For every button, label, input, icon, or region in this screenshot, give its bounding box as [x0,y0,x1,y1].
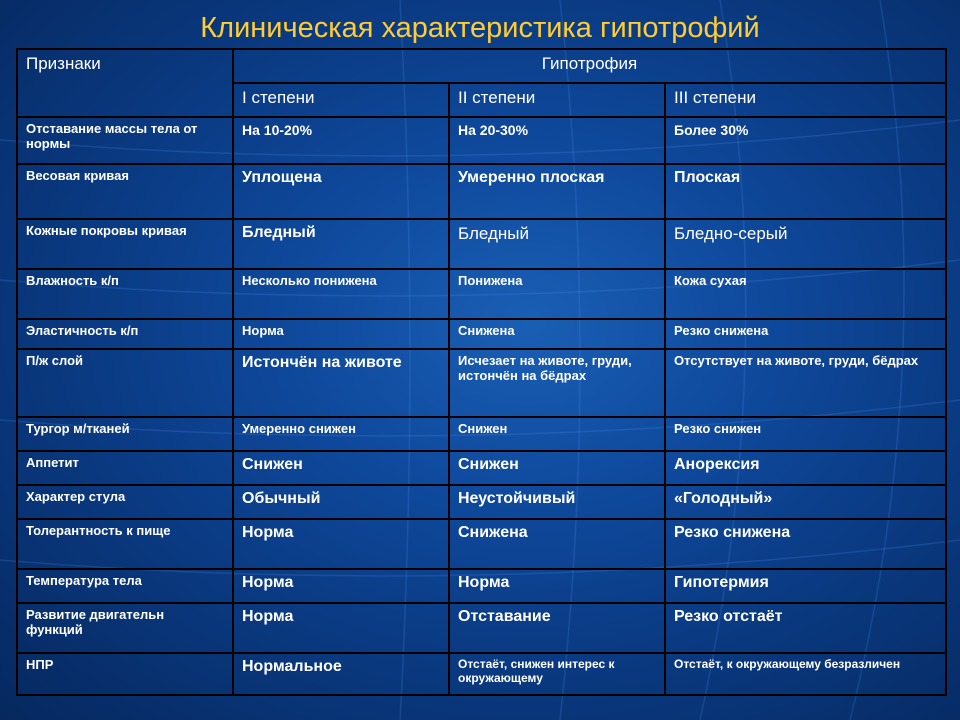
cell-degree-1: Бледный [233,219,449,269]
table-row [17,269,946,319]
row-label: П/ж слой [17,349,233,417]
row-label: Эластичность к/п [17,319,233,349]
row-label: Аппетит [17,451,233,485]
row-label: Развитие двигательн функций [17,603,233,653]
header-degree-2: II степени [449,83,665,117]
cell-degree-1: Норма [233,569,449,603]
cell-degree-1: Норма [233,319,449,349]
cell-degree-1: Снижен [233,451,449,485]
table-row [17,519,946,569]
table-row [17,164,946,219]
header-degree-1: I степени [233,83,449,117]
table-row [17,653,946,695]
header-row-group [17,49,946,83]
row-label: НПР [17,653,233,695]
cell-degree-2: Снижен [449,451,665,485]
cell-degree-3: Бледно-серый [665,219,946,269]
table-row [17,349,946,417]
cell-degree-3: «Голодный» [665,485,946,519]
cell-degree-3: Отстаёт, к окружающему безразличен [665,653,946,695]
row-label: Влажность к/п [17,269,233,319]
row-label: Тургор м/тканей [17,417,233,451]
cell-degree-3: Кожа сухая [665,269,946,319]
cell-degree-2: Снижена [449,519,665,569]
header-degree-3: III степени [665,83,946,117]
hypotrophy-table [16,48,947,696]
cell-degree-2: Неустойчивый [449,485,665,519]
table-row [17,569,946,603]
cell-degree-3: Резко снижена [665,319,946,349]
table-row [17,485,946,519]
cell-degree-3: Резко отстаёт [665,603,946,653]
row-label: Толерантность к пище [17,519,233,569]
header-hypotrophy: Гипотрофия [233,49,946,83]
row-label: Характер стула [17,485,233,519]
cell-degree-1: На 10-20% [233,117,449,164]
header-signs: Признаки [17,49,233,117]
cell-degree-3: Резко снижена [665,519,946,569]
cell-degree-3: Отсутствует на животе, груди, бёдрах [665,349,946,417]
cell-degree-1: Умеренно снижен [233,417,449,451]
row-label: Весовая кривая [17,164,233,219]
table-row [17,451,946,485]
cell-degree-2: Норма [449,569,665,603]
cell-degree-2: Снижен [449,417,665,451]
table-row [17,417,946,451]
table-row [17,219,946,269]
cell-degree-3: Плоская [665,164,946,219]
cell-degree-3: Гипотермия [665,569,946,603]
cell-degree-1: Норма [233,603,449,653]
table-row [17,117,946,164]
cell-degree-2: Понижена [449,269,665,319]
cell-degree-2: Снижена [449,319,665,349]
cell-degree-2: На 20-30% [449,117,665,164]
slide-title: Клиническая характеристика гипотрофий [200,12,760,44]
cell-degree-1: Обычный [233,485,449,519]
cell-degree-3: Анорексия [665,451,946,485]
row-label: Кожные покровы кривая [17,219,233,269]
row-label: Отставание массы тела от нормы [17,117,233,164]
cell-degree-1: Уплощена [233,164,449,219]
table-row [17,319,946,349]
cell-degree-3: Более 30% [665,117,946,164]
cell-degree-2: Умеренно плоская [449,164,665,219]
cell-degree-2: Исчезает на животе, груди, истончён на бёдрах [449,349,665,417]
cell-degree-2: Отстаёт, снижен интерес к окружающему [449,653,665,695]
cell-degree-2: Отставание [449,603,665,653]
cell-degree-1: Несколько понижена [233,269,449,319]
cell-degree-1: Истончён на животе [233,349,449,417]
cell-degree-3: Резко снижен [665,417,946,451]
cell-degree-2: Бледный [449,219,665,269]
row-label: Температура тела [17,569,233,603]
cell-degree-1: Норма [233,519,449,569]
table-row [17,603,946,653]
cell-degree-1: Нормальное [233,653,449,695]
